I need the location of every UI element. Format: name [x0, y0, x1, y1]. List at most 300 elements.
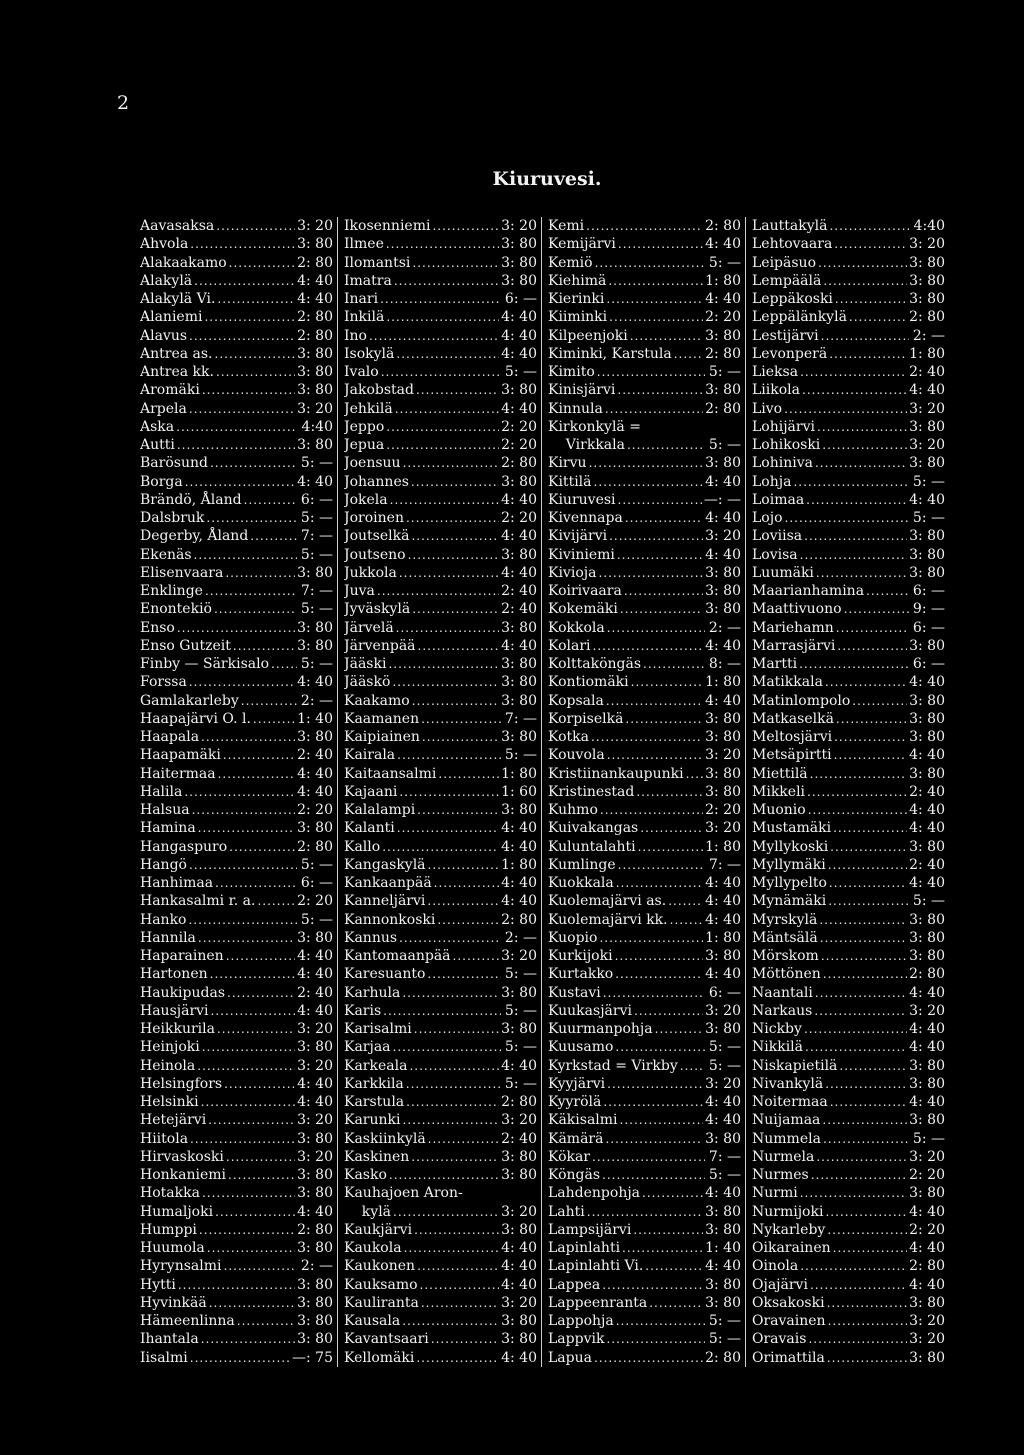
list-item [140, 1093, 333, 1111]
rate-value: 2: 80 [705, 1349, 741, 1366]
place-name: Nickby [752, 1021, 802, 1037]
place-name: Antrea as. [140, 345, 213, 362]
leader-dots [409, 1057, 499, 1075]
leader-dots [642, 1184, 703, 1202]
leader-dots [799, 655, 909, 673]
place-name: Kiviniemi [548, 546, 615, 563]
leader-dots [229, 254, 295, 272]
list-item [344, 254, 537, 272]
list-item [344, 929, 537, 947]
list-item [752, 1184, 945, 1202]
place-name: Ihantala [140, 1331, 199, 1348]
place-name: Lempäälä [752, 272, 822, 289]
place-name: Kellomäki [344, 1349, 415, 1366]
rate-value: 3: 80 [297, 345, 333, 362]
rate-value: 3: 20 [501, 1294, 537, 1311]
place-name: Mäntsälä [752, 929, 818, 946]
place-name: Meltosjärvi [752, 729, 833, 745]
place-name: Enklinge [140, 583, 203, 599]
list-item [344, 637, 537, 655]
rate-value: 4: 40 [297, 473, 333, 490]
rate-value: 4: 40 [297, 948, 333, 964]
rate-value: 3: 20 [297, 1148, 333, 1165]
list-item [752, 874, 945, 892]
list-item [752, 473, 945, 491]
place-name: Loimaa [752, 491, 805, 508]
place-name: Käkisalmi [548, 1112, 618, 1129]
place-name: Möttönen [752, 966, 821, 983]
place-name: Haparainen [140, 948, 224, 964]
list-item [140, 1257, 333, 1275]
leader-dots [271, 655, 297, 673]
leader-dots [618, 491, 702, 509]
leader-dots [394, 272, 499, 290]
leader-dots [624, 582, 703, 600]
list-item [344, 984, 537, 1002]
list-item [344, 600, 537, 618]
leader-dots [823, 272, 907, 290]
place-name: Kalalampi [344, 802, 416, 818]
rate-value: 4: 40 [297, 1203, 333, 1220]
list-item [140, 345, 333, 363]
leader-dots [825, 673, 907, 691]
list-item [548, 1093, 741, 1111]
place-name: Mustamäki [752, 820, 832, 837]
place-name: Kuukasjärvi [548, 1002, 632, 1019]
place-name: Matkaselkä [752, 710, 834, 727]
rate-value: 4: 40 [501, 875, 537, 891]
place-name: Kannus [344, 929, 398, 946]
leader-dots [606, 692, 703, 710]
rate-value: 6: — [300, 875, 333, 891]
place-name: Ikosenniemi [344, 218, 431, 234]
list-item [344, 1057, 537, 1075]
place-name: Kauliranta [344, 1294, 419, 1311]
leader-dots [823, 965, 907, 983]
place-name: Humppi [140, 1221, 197, 1238]
place-name: Kotka [548, 729, 589, 745]
place-name: Kasko [344, 1167, 387, 1183]
list-item [752, 327, 945, 345]
list-item [548, 1239, 741, 1257]
leader-dots [217, 1020, 295, 1038]
leader-dots [820, 929, 907, 947]
rate-value: 5: — [708, 1057, 741, 1074]
place-name: Mikkeli [752, 783, 806, 800]
list-item [752, 527, 945, 545]
place-name: Nurmela [752, 1148, 815, 1165]
list-item [548, 1221, 741, 1239]
list-item [752, 856, 945, 874]
leader-dots [827, 1221, 907, 1239]
leader-dots [633, 1221, 703, 1239]
rate-value: 3: 20 [705, 1002, 741, 1019]
leader-dots [431, 1330, 499, 1348]
list-item [344, 400, 537, 418]
place-name: Kyyrölä [548, 1094, 602, 1110]
place-name: Kangaskylä [344, 856, 426, 873]
list-item [140, 1075, 333, 1093]
leader-dots [233, 637, 295, 655]
list-item [752, 1166, 945, 1184]
list-item [140, 1148, 333, 1166]
rate-value: 2: 80 [501, 1094, 537, 1110]
list-item [140, 1349, 333, 1367]
list-item [752, 1239, 945, 1257]
rate-value: 2: — [504, 929, 537, 946]
list-item [752, 965, 945, 983]
place-name: Karesuanto [344, 966, 426, 983]
leader-dots [210, 965, 295, 983]
place-name: Hämeenlinna [140, 1313, 235, 1329]
rate-value: 5: — [300, 911, 333, 928]
leader-dots [605, 1130, 703, 1148]
place-name: Kaitaansalmi [344, 765, 437, 782]
leader-dots [818, 254, 907, 272]
leader-dots [216, 217, 295, 235]
place-name: Kaukonen [344, 1258, 416, 1275]
leader-dots [816, 564, 907, 582]
leader-dots [825, 1203, 907, 1221]
rate-value: 7: — [708, 1148, 741, 1165]
list-item [548, 1330, 741, 1348]
place-name: Naantali [752, 984, 813, 1001]
rate-value: 4: 40 [501, 345, 537, 362]
place-name: Halila [140, 783, 183, 800]
list-item [140, 692, 333, 710]
list-item [548, 345, 741, 363]
leader-dots [417, 801, 499, 819]
place-name: Kilpeenjoki [548, 327, 628, 344]
place-name: Jyväskylä [344, 601, 411, 618]
rate-value: 3: 80 [501, 729, 537, 745]
list-item [140, 509, 333, 527]
rate-value: 3: 80 [705, 601, 741, 618]
list-item [140, 290, 333, 308]
list-item [344, 1330, 537, 1348]
list-item [344, 491, 537, 509]
rate-value: 5: — [708, 1039, 741, 1056]
leader-dots [793, 473, 909, 491]
rate-value: 3: 20 [501, 1112, 537, 1129]
rate-value: 2: 40 [501, 583, 537, 599]
place-name: Kalanti [344, 820, 395, 837]
leader-dots [802, 381, 907, 399]
leader-dots [830, 1093, 907, 1111]
rate-value: 4: 40 [705, 510, 741, 526]
place-name: Järvelä [344, 619, 394, 636]
leader-dots [420, 1276, 500, 1294]
list-item [752, 546, 945, 564]
place-name: Karkeala [344, 1057, 408, 1074]
leader-dots [197, 1057, 295, 1075]
list-item [752, 1148, 945, 1166]
leader-dots [192, 801, 296, 819]
place-name: Oinola [752, 1258, 799, 1275]
rate-value: 3: 80 [705, 948, 741, 964]
rate-value: 2: 80 [501, 455, 537, 472]
place-name: Myrskylä [752, 911, 818, 928]
place-name: Finby — Särkisalo [140, 656, 270, 672]
place-name: Nurmes [752, 1167, 809, 1183]
rate-value: 4: 40 [297, 291, 333, 307]
place-name: Kausala [344, 1313, 401, 1329]
leader-dots [225, 564, 295, 582]
leader-dots [412, 692, 499, 710]
rate-value: 3: 20 [909, 437, 945, 453]
place-name: Hetejärvi [140, 1112, 207, 1129]
list-item [752, 363, 945, 381]
list-item [344, 746, 537, 764]
place-name: Kökar [548, 1148, 591, 1165]
rate-value: 4: 40 [501, 1276, 537, 1293]
place-name: Kontiomäki [548, 674, 629, 691]
rate-value: 4: 40 [501, 309, 537, 326]
list-item [548, 856, 741, 874]
rate-value: 4: 40 [909, 1203, 945, 1220]
place-name: Kierinki [548, 291, 605, 307]
rate-value: 3: 80 [297, 1039, 333, 1056]
place-name: Borga [140, 473, 183, 490]
leader-dots [244, 491, 297, 509]
list-item [548, 1203, 741, 1221]
place-name: Ojajärvi [752, 1276, 808, 1293]
rate-value: 2: 20 [501, 510, 537, 526]
list-item [548, 637, 741, 655]
rate-value: 2: 20 [297, 893, 333, 910]
rate-value: 4: 40 [297, 674, 333, 691]
place-name: Korpiselkä [548, 710, 624, 727]
place-name: Lohikoski [752, 437, 821, 453]
place-name: Kyrkstad = Virkby [548, 1057, 678, 1074]
leader-dots [402, 1312, 499, 1330]
list-item [752, 1130, 945, 1148]
leader-dots [828, 892, 909, 910]
list-item [548, 655, 741, 673]
place-name: Karjaa [344, 1039, 391, 1056]
leader-dots [406, 1075, 501, 1093]
rate-value: 1: 40 [705, 1240, 741, 1256]
list-item [140, 965, 333, 983]
leader-dots [418, 637, 500, 655]
rate-value: 3: 80 [909, 929, 945, 946]
place-name: Hamina [140, 820, 196, 837]
rate-value: 4: 40 [909, 1021, 945, 1037]
place-name: Honkaniemi [140, 1167, 227, 1183]
place-name: Kuolemajärvi as. [548, 893, 667, 910]
place-name: Virkkala [548, 437, 625, 453]
leader-dots [602, 1276, 703, 1294]
place-name: Kokemäki [548, 601, 618, 618]
leader-dots [830, 838, 907, 856]
place-name: Martti [752, 656, 798, 672]
leader-dots [808, 801, 907, 819]
list-item [548, 947, 741, 965]
list-item [140, 619, 333, 637]
place-name: Myllypelto [752, 875, 827, 891]
leader-dots [199, 1221, 295, 1239]
rate-value: 2: 20 [909, 1221, 945, 1238]
leader-dots [625, 509, 703, 527]
rate-value: 7: — [300, 583, 333, 599]
leader-dots [383, 1002, 501, 1020]
rate-value: 1: 80 [909, 345, 945, 362]
place-name: Alakaakamo [140, 254, 227, 271]
rate-value: 3: 80 [297, 1240, 333, 1256]
rate-value: 3: 80 [501, 802, 537, 818]
leader-dots [810, 765, 907, 783]
leader-dots [189, 327, 295, 345]
place-name: Nuijamaa [752, 1112, 821, 1129]
list-item [140, 655, 333, 673]
rate-value: 3: 80 [909, 1294, 945, 1311]
place-name: Lapua [548, 1349, 592, 1366]
place-name: Muonio [752, 802, 806, 818]
place-name: Alavus [140, 327, 188, 344]
leader-dots [835, 290, 907, 308]
place-name: Kuurmanpohja [548, 1021, 653, 1037]
place-name: Kemi [548, 218, 585, 234]
list-item [344, 728, 537, 746]
rate-value: 4: 40 [909, 984, 945, 1001]
leader-dots [800, 1257, 907, 1275]
leader-dots [382, 838, 499, 856]
leader-dots [218, 765, 296, 783]
place-name: Kuluntalahti [548, 838, 636, 855]
rate-value: 3: 80 [909, 564, 945, 581]
leader-dots [241, 692, 297, 710]
leader-dots [377, 582, 499, 600]
rate-value: 3: 80 [705, 783, 741, 800]
rate-value: 5: — [300, 656, 333, 672]
place-name: Kristinestad [548, 783, 635, 800]
leader-dots [821, 947, 907, 965]
leader-dots [804, 1020, 907, 1038]
list-item [752, 1312, 945, 1330]
leader-dots [811, 1166, 907, 1184]
list-item [548, 728, 741, 746]
place-name: Aska [140, 418, 175, 435]
leader-dots [607, 746, 703, 764]
place-name: Leppäkoski [752, 291, 833, 307]
rate-value: 2: 80 [705, 400, 741, 417]
leader-dots [595, 254, 705, 272]
rate-value: 2: 80 [501, 911, 537, 928]
rate-value: 4: 40 [909, 1276, 945, 1293]
place-name: Kuhmo [548, 802, 598, 818]
rate-value: 4: 40 [501, 1258, 537, 1275]
list-item [548, 1075, 741, 1093]
rate-value: 3: 80 [705, 1130, 741, 1147]
leader-dots [437, 911, 499, 929]
rate-value: 4: 40 [297, 783, 333, 800]
leader-dots [599, 929, 703, 947]
leader-dots [607, 1075, 703, 1093]
rate-value: 4: 40 [297, 1075, 333, 1092]
list-item [344, 1294, 537, 1312]
place-name: Lahti [548, 1203, 585, 1220]
rate-value: 1: 80 [705, 674, 741, 691]
list-item [752, 345, 945, 363]
rate-value: 4: 40 [705, 692, 741, 709]
leader-dots [428, 856, 500, 874]
list-item [548, 327, 741, 345]
list-item [344, 892, 537, 910]
leader-dots [815, 454, 907, 472]
list-item [548, 1020, 741, 1038]
leader-dots [822, 1111, 907, 1129]
list-item [548, 1002, 741, 1020]
place-name: kylä [344, 1203, 392, 1220]
leader-dots [618, 856, 705, 874]
table-column-3 [541, 217, 745, 1367]
rate-value: 3: 80 [501, 236, 537, 253]
list-item [140, 838, 333, 856]
rate-value: 1: 80 [501, 856, 537, 873]
place-name: Hannila [140, 929, 196, 946]
leader-dots [201, 1330, 295, 1348]
rate-value: 3: 80 [909, 710, 945, 727]
place-name: Kinisjärvi [548, 382, 616, 399]
list-item [140, 1166, 333, 1184]
list-item [548, 509, 741, 527]
place-name: Kolari [548, 637, 591, 654]
list-item [752, 272, 945, 290]
list-item [752, 1020, 945, 1038]
leader-dots [828, 856, 907, 874]
page-heading: Kiuruvesi. [492, 168, 602, 190]
place-name: Metsäpirtti [752, 747, 832, 764]
list-item [752, 308, 945, 326]
rate-value: 3: 80 [909, 254, 945, 271]
leader-dots [593, 637, 704, 655]
list-item [344, 783, 537, 801]
rate-value: 3: 20 [705, 747, 741, 764]
leader-dots [403, 1111, 500, 1129]
rate-value: 5: — [300, 601, 333, 618]
leader-dots [396, 619, 499, 637]
place-name: Järvenpää [344, 637, 416, 654]
leader-dots [602, 1166, 705, 1184]
rate-value: 4:40 [301, 418, 333, 435]
rate-value: 6: — [912, 656, 945, 672]
leader-dots [399, 564, 499, 582]
place-name: Hyrynsalmi [140, 1258, 222, 1275]
rate-value: 2: 20 [705, 309, 741, 326]
list-item [752, 454, 945, 472]
rate-value: 3: 80 [705, 1294, 741, 1311]
leader-dots [592, 1148, 705, 1166]
list-item [344, 1312, 537, 1330]
list-item [344, 1184, 537, 1202]
rate-value: 5: — [300, 546, 333, 563]
rate-value: 2: 80 [909, 1258, 945, 1275]
list-item [140, 254, 333, 272]
place-name: Autti [140, 437, 175, 453]
rate-value: 3: 80 [297, 1130, 333, 1147]
place-name: Matinlompolo [752, 692, 851, 709]
place-name: Oravainen [752, 1313, 826, 1329]
list-item [344, 272, 537, 290]
list-item [548, 1257, 741, 1275]
place-name: Ekenäs [140, 546, 192, 563]
place-name: Kaukola [344, 1240, 402, 1256]
place-name: Kauksamo [344, 1276, 418, 1293]
leader-dots [852, 692, 907, 710]
rate-value: 4: 40 [297, 1002, 333, 1019]
leader-dots [837, 637, 907, 655]
rate-value: 5: — [912, 473, 945, 490]
